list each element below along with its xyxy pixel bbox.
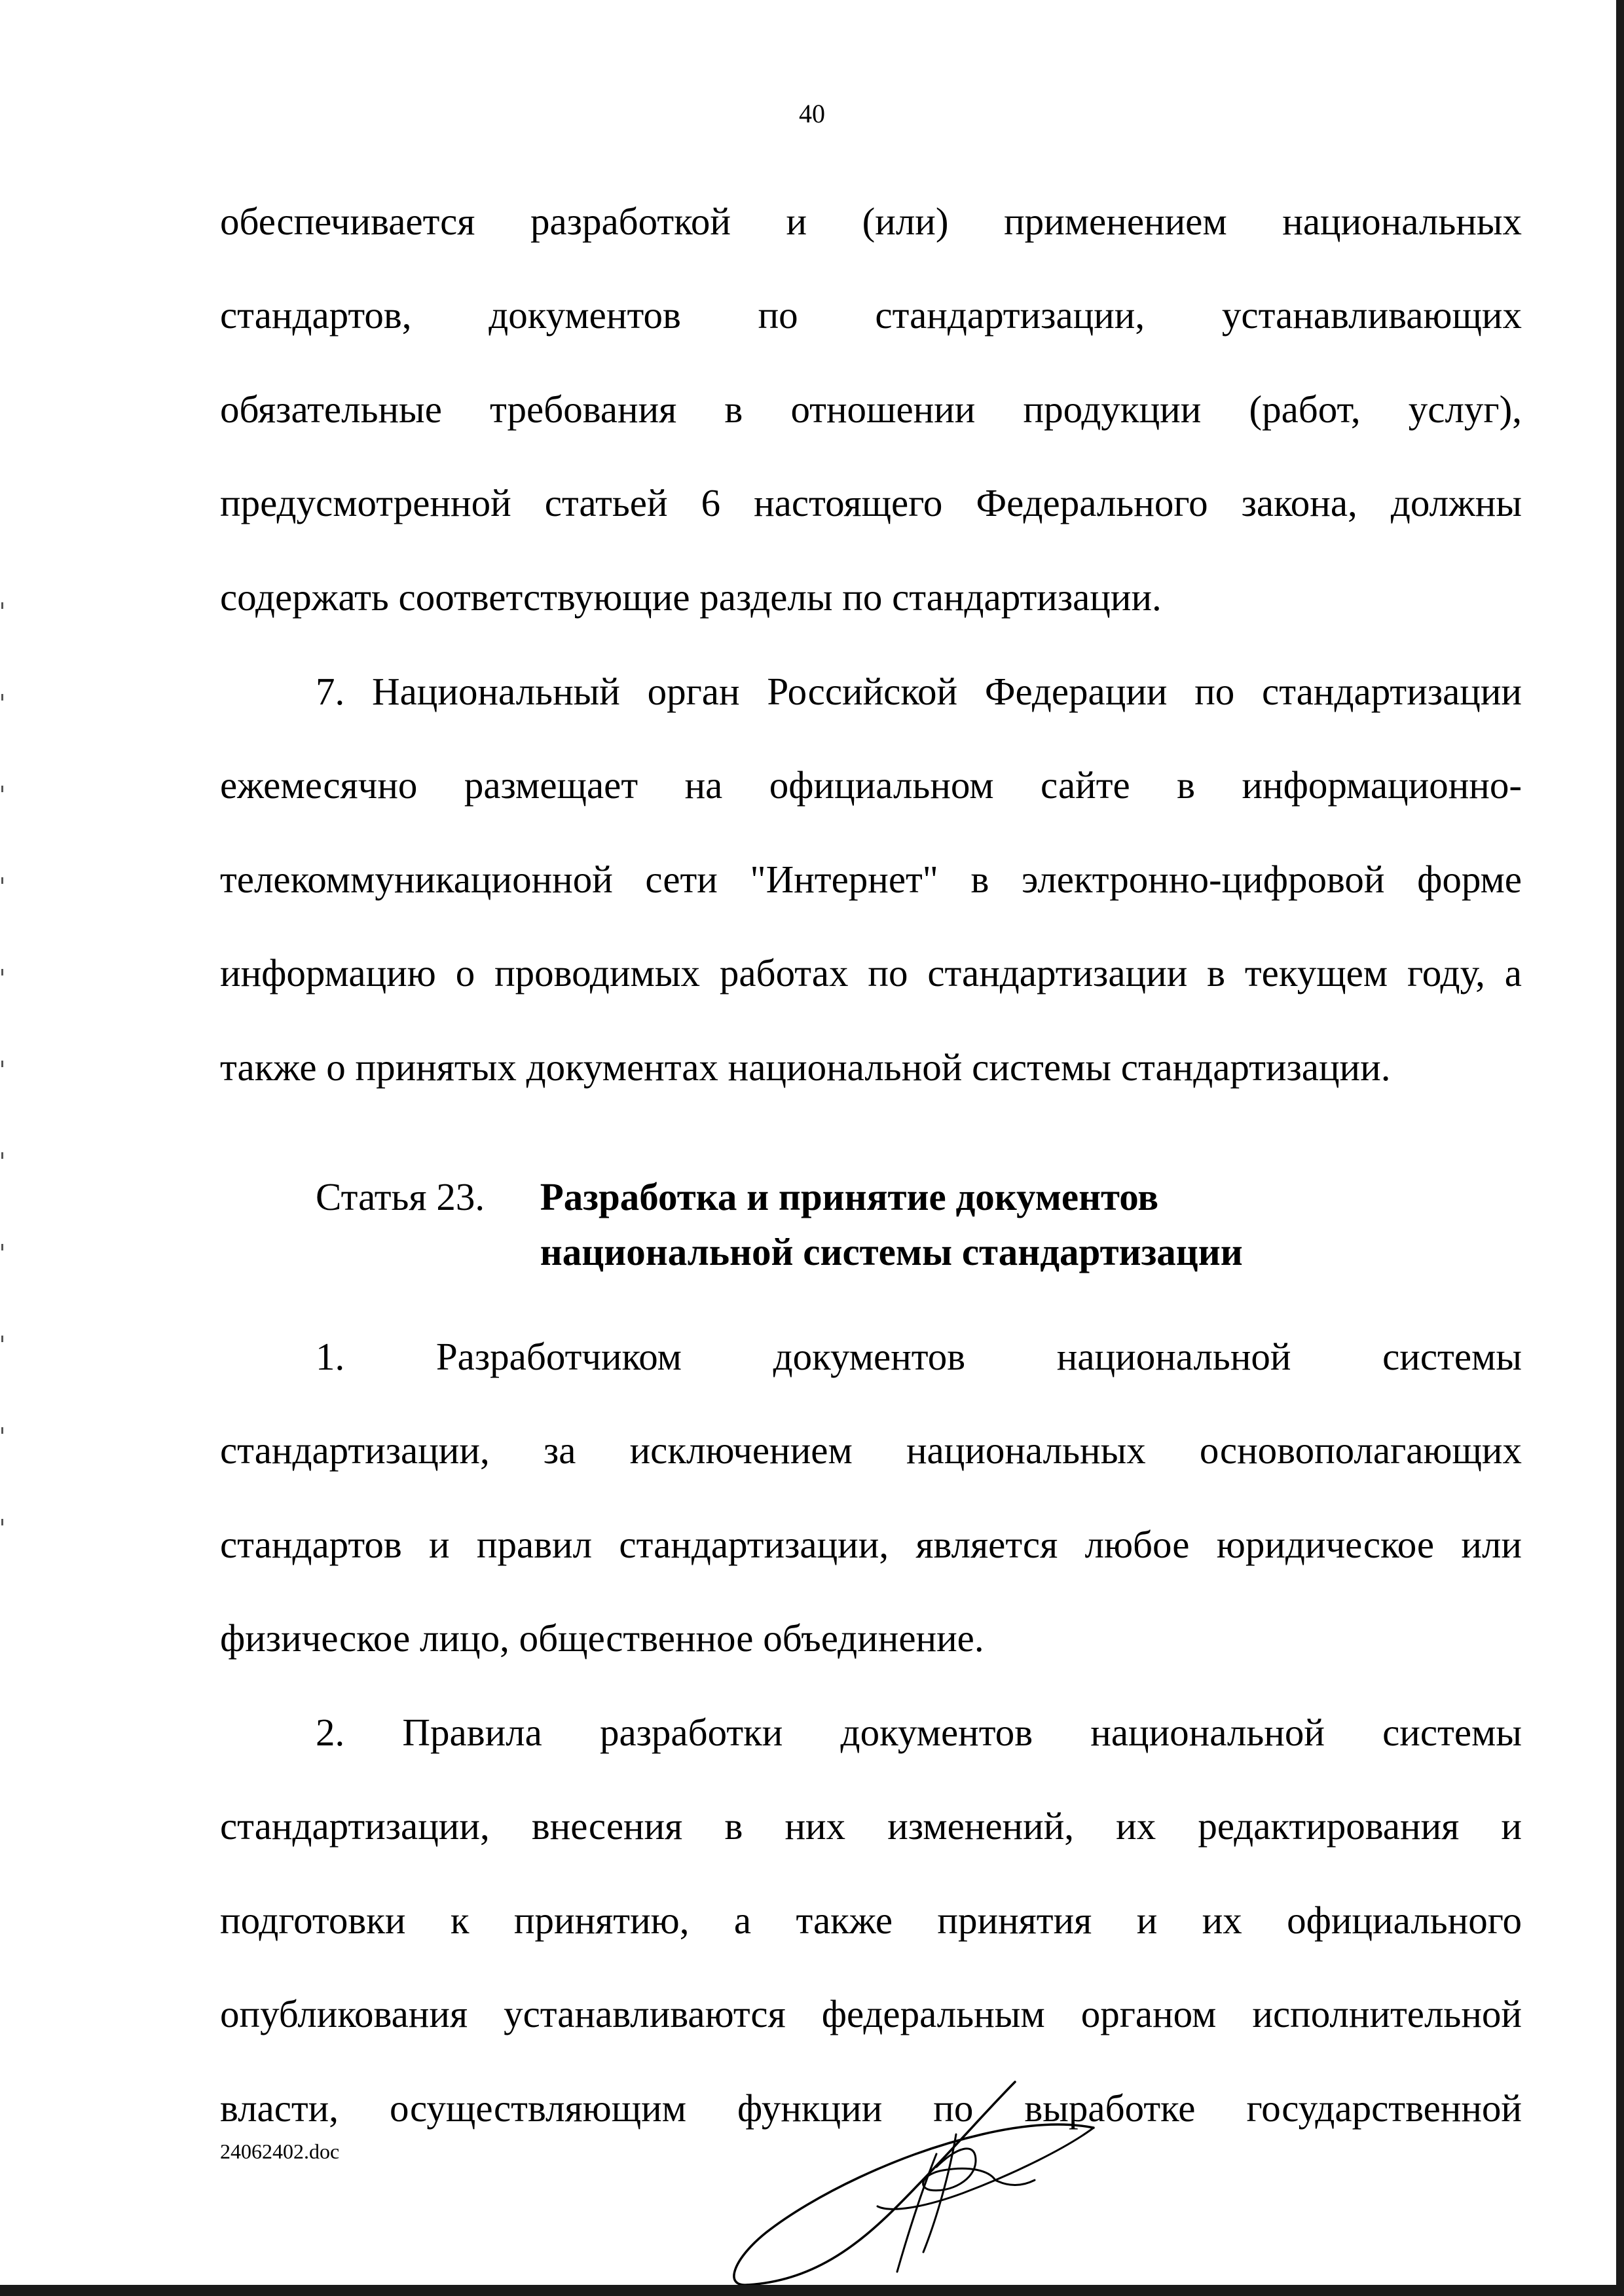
document-filename: 24062402.doc: [220, 2140, 340, 2163]
article-heading: [316, 1169, 1243, 1279]
scan-edge: [0, 2285, 1624, 2296]
text-line: подготовки к принятию, а также принятия и их официального: [220, 1899, 1522, 1942]
text-line: ежемесячно размещает на официальном сайте в информационно-: [220, 763, 1522, 807]
text-line: телекоммуникационной сети "Интернет" в электронно-цифровой форме: [220, 858, 1522, 901]
text-line: информацию о проводимых работах по стандартизации в текущем году, а: [220, 951, 1522, 994]
text-line: стандартизации, за исключением национальных основополагающих: [220, 1429, 1522, 1472]
text-line: стандартов, документов по стандартизации, устанавливающих: [220, 293, 1522, 337]
text-line: обязательные требования в отношении продукции (работ, услуг),: [220, 388, 1522, 431]
handwritten-signature: [727, 2056, 1120, 2291]
article-title: [540, 1169, 1243, 1279]
paragraph-7-first-line: 7. Национальный орган Российской Федерации по стандартизации: [316, 670, 1522, 713]
text-line: также о принятых документах национальной системы стандартизации.: [220, 1046, 1391, 1089]
page-number: 40: [799, 99, 825, 128]
text-line: физическое лицо, общественное объединение.: [220, 1616, 984, 1660]
article-number: Статья 23.: [316, 1175, 485, 1218]
text-line: опубликования устанавливаются федеральным органом исполнительной: [220, 1992, 1522, 2035]
article-title-line: Разработка и принятие документов: [540, 1175, 1159, 1218]
article-title-line: национальной системы стандартизации: [540, 1230, 1243, 1273]
paragraph-2-first-line: 2. Правила разработки документов национальной системы: [316, 1711, 1522, 1754]
text-line: власти, осуществляющим функции по выработке государственной: [220, 2086, 1522, 2130]
text-line: стандартизации, внесения в них изменений, их редактирования и: [220, 1804, 1522, 1848]
scan-edge: [1616, 0, 1624, 2296]
text-line: обеспечивается разработкой и (или) применением национальных: [220, 200, 1522, 243]
text-line: стандартов и правил стандартизации, является любое юридическое или: [220, 1523, 1522, 1566]
text-line: содержать соответствующие разделы по стандартизации.: [220, 575, 1162, 619]
paragraph-1-first-line: 1. Разработчиком документов национальной системы: [316, 1335, 1522, 1378]
scan-edge-marks: [0, 0, 5, 2296]
text-line: предусмотренной статьей 6 настоящего Федерального закона, должны: [220, 481, 1522, 524]
